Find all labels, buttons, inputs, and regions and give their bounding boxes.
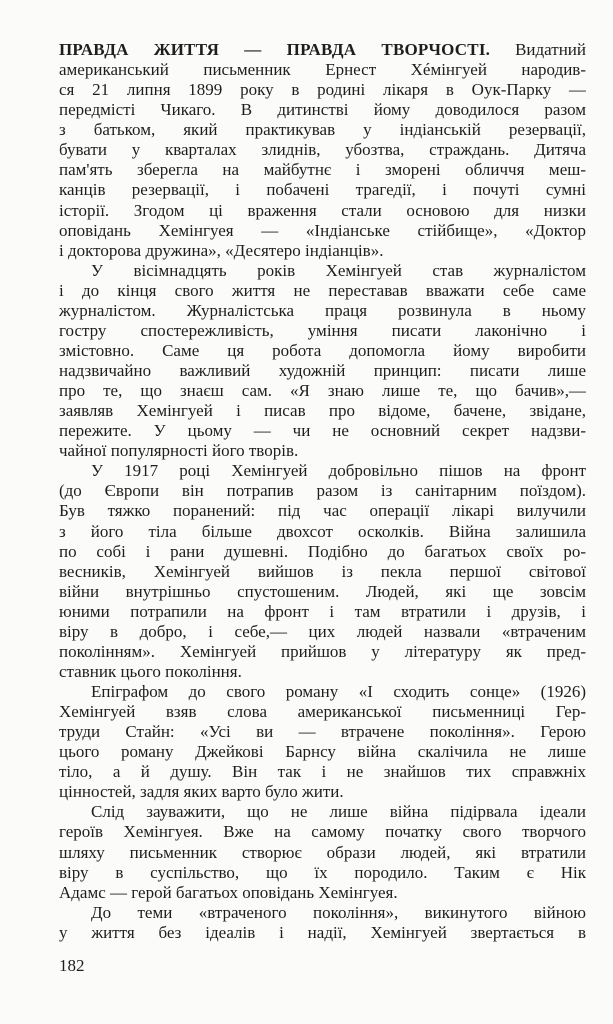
text-line: юними потрапили на фронт і там втратили і друзів, і <box>59 601 586 621</box>
text-line: віру в добро, і себе,— цих людей назвали «втраченим <box>59 621 586 641</box>
section-heading: ПРАВДА ЖИТТЯ — ПРАВДА ТВОРЧОСТІ. <box>59 40 491 59</box>
text-line: і докторова дружина», «Десятеро індіанців». <box>59 240 384 260</box>
text-line: з батьком, який практикував у індіанській резервації, <box>59 120 586 140</box>
text-line: Слід зауважити, що не лише війна підірвала ідеали <box>91 802 586 822</box>
text-line: Адамс — герой багатьох оповідань Хемінгуея. <box>59 882 398 902</box>
text-line: американський письменник Ернест Хéмінгуей народив- <box>59 60 586 80</box>
text-line: журналістом. Журналістська праця розвинула в ньому <box>59 300 586 320</box>
text-line: У вісімнадцять років Хемінгуей став журналістом <box>91 260 586 280</box>
text-line: До теми «втраченого покоління», викинутого війною <box>91 902 586 922</box>
text-line: змістовно. Саме ця робота допомогла йому виробити <box>59 340 586 360</box>
text-line: Епіграфом до свого роману «І сходить сонце» (1926) <box>91 682 586 701</box>
first-line-text: Видатний <box>490 40 586 59</box>
text-line: бувати у кварталах злиднів, убозтва, страждань. Дитяча <box>59 140 586 160</box>
text-line: цінностей, задля яких варто було жити. <box>59 782 344 802</box>
text-line: чайної популярності його творів. <box>59 441 299 461</box>
text-line: віру в суспільство, що їх породило. Таким є Нік <box>59 862 586 882</box>
text-line: оповідань Хемінгуея — «Індіанське стійбище», «Доктор <box>59 220 586 240</box>
text-line: по собі і рани душевні. Подібно до багатьох своїх ро- <box>59 541 586 561</box>
text-line: пам'ять зберегла на майбутнє і зморені обличчя меш- <box>59 160 586 180</box>
text-line: Хемінгуей взяв слова американської письменниці Гер- <box>59 702 586 722</box>
text-line: гостру спостережливість, уміння писати лаконічно і <box>59 320 586 340</box>
text-line: героїв Хемінгуея. Вже на самому початку свого творчого <box>59 822 586 842</box>
body-paragraphs <box>59 60 586 943</box>
text-line: канців резервації, і побачені трагедії, і почуті сумні <box>59 180 586 200</box>
first-line <box>59 40 586 60</box>
text-line: поколінням». Хемінгуей прийшов у літературу як пред- <box>59 641 586 661</box>
text-line: і до кінця свого життя не переставав вважати себе саме <box>59 280 586 300</box>
paragraph <box>59 261 586 462</box>
paragraph <box>59 802 586 902</box>
text-line: у життя без ідеалів і надії, Хемінгуей звертається в <box>59 922 586 942</box>
text-line: (до Європи він потрапив разом із санітарним поїздом). <box>59 481 586 501</box>
text-line: передмісті Чикаго. В дитинстві йому доводилося разом <box>59 100 586 120</box>
page-number: 182 <box>59 956 85 975</box>
text-line: про те, що знаєш сам. «Я знаю лише те, що бачив»,— <box>59 381 586 401</box>
text-line: тіло, а й душу. Він так і не знайшов тих справжніх <box>59 762 586 782</box>
text-line: історії. Згодом ці враження стали основою для низки <box>59 200 586 220</box>
text-line: з його тіла більше двохсот осколків. Війна залишила <box>59 521 586 541</box>
page-text <box>59 40 586 943</box>
paragraph <box>59 461 586 682</box>
text-line: У 1917 році Хемінгуей добровільно пішов на фронт <box>91 461 586 481</box>
paragraph <box>59 60 586 261</box>
text-line: заявляв Хемінгуей і писав про відоме, бачене, звідане, <box>59 401 586 421</box>
text-line: пережите. У цьому — чи не основний секрет надзви- <box>59 421 586 441</box>
text-line: цього роману Джейкові Барнсу війна скалічила не лише <box>59 742 586 762</box>
text-line: Був тяжко поранений: під час операції лікарі вилучили <box>59 501 586 521</box>
paragraph <box>59 903 586 943</box>
text-line: труди Стайн: «Усі ви — втрачене покоління». Герою <box>59 722 586 742</box>
text-line: ся 21 липня 1899 року в родині лікаря в Оук-Парку — <box>59 80 586 100</box>
text-line: війни внутрішньо спустошеним. Людей, які ще зовсім <box>59 581 586 601</box>
paragraph <box>59 682 586 802</box>
text-line: шляху письменник створює образи людей, які втратили <box>59 842 586 862</box>
text-line: ставник цього покоління. <box>59 661 242 681</box>
text-line: весників, Хемінгуей вийшов із пекла першої світової <box>59 561 586 581</box>
text-line: надзвичайно важливий художній принцип: писати лише <box>59 361 586 380</box>
